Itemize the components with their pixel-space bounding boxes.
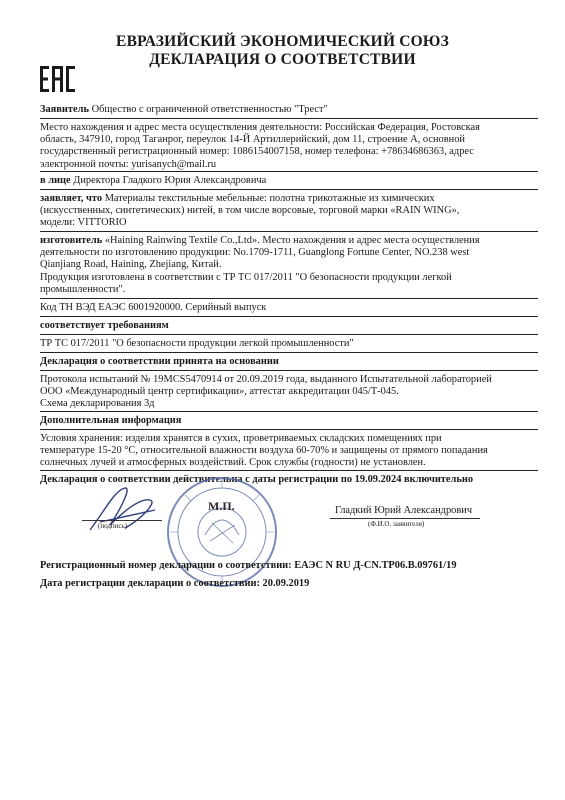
declares-block <box>40 193 540 230</box>
additional-line: температуре 15-20 °С, относительной влажности воздуха 60-70% и защищены от прямого попадания <box>40 445 488 457</box>
company-stamp-icon <box>165 475 280 590</box>
basis-line: Схема декларирования 3д <box>40 398 155 410</box>
address-line: Место нахождения и адрес места осуществления деятельности: Российская Федерация, Ростовская <box>40 122 480 133</box>
manufacturer-line: «Haining Rainwing Textile Co.,Ltd». Место нахождения и адрес места осуществления <box>104 235 480 246</box>
additional-block <box>40 433 540 470</box>
stamp-mp-label: М.П. <box>208 499 235 513</box>
produced-line: Продукция изготовлена в соответствии с ТР ТС 017/2011 "О безопасности продукции легкой <box>40 271 452 283</box>
document-title-line1: ЕВРАЗИЙСКИЙ ЭКОНОМИЧЕСКИЙ СОЮЗ <box>116 33 449 50</box>
representative-row <box>40 175 540 187</box>
signatory-name: Гладкий Юрий Александрович <box>335 505 473 516</box>
product-line: Материалы текстильные мебельные: полотна трикотажные из химических <box>104 193 435 204</box>
manufacturer-line: Qianjiang Road, Haining, Zhejiang, Китай. <box>40 259 222 271</box>
document-title-line2: ДЕКЛАРАЦИЯ О СООТВЕТСТВИИ <box>149 51 416 68</box>
basis-label: Декларация о соответствии принята на основании <box>40 356 279 367</box>
basis-block <box>40 374 540 411</box>
additional-line: Условия хранения: изделия хранятся в сухих, проветриваемых складских помещениях при <box>40 433 442 444</box>
requirements-label: соответствует требованиям <box>40 320 169 331</box>
requirements-text: ТР ТС 017/2011 "О безопасности продукции легкой промышленности" <box>40 338 354 349</box>
manufacturer-label: изготовитель <box>40 235 103 246</box>
produced-line: промышленности". <box>40 283 126 295</box>
manufacturer-line: деятельности по изготовлению продукции: No.1709-1711, Guanglong Fortune Center, NO.238 west <box>40 247 470 259</box>
validity-text: Декларация о соответствии действительна с даты регистрации по 19.09.2024 включительно <box>40 474 474 485</box>
representative-label: в лице <box>40 175 71 186</box>
registration-date: Дата регистрации декларации о соответствии: 20.09.2019 <box>40 578 310 589</box>
applicant-label: Заявитель <box>40 104 89 115</box>
representative-name: Директора Гладкого Юрия Александровича <box>73 175 267 186</box>
additional-line: солнечных лучей и атмосферных воздействий. Срок службы (годности) не установлен. <box>40 457 426 469</box>
declares-label: заявляет, что <box>40 193 103 204</box>
applicant-row <box>40 104 540 116</box>
address-line: электронной почты: yurisanych@mail.ru <box>40 158 217 170</box>
applicant-address <box>40 122 540 171</box>
hs-code: Код ТН ВЭД ЕАЭС 6001920000. Серийный выпуск <box>40 302 267 313</box>
eac-logo-icon <box>40 66 76 92</box>
registration-number: Регистрационный номер декларации о соответствии: ЕАЭС N RU Д-CN.ТР06.В.09761/19 <box>40 560 457 571</box>
product-model: модели: VITTORIO <box>40 217 127 229</box>
applicant-name: Общество с ограниченной ответственностью "Трест" <box>91 104 328 115</box>
additional-label: Дополнительная информация <box>40 415 182 426</box>
address-line: государственный регистрационный номер: 1086154007158, номер телефона: +78634686363, адрес <box>40 146 474 158</box>
manufacturer-block <box>40 235 540 296</box>
basis-line: Протокола испытаний № 19MCS5470914 от 20.09.2019 года, выданного Испытательной лабораторией <box>40 374 492 385</box>
signature-scribble-icon <box>80 480 165 540</box>
basis-line: ООО «Международный центр сертификации», аттестат аккредитации 045/Т-045. <box>40 386 399 398</box>
signatory-caption: (Ф.И.О. заявителя) <box>368 520 425 528</box>
signature-caption: (подпись) <box>98 522 128 530</box>
address-line: область, 347910, город Таганрог, переулок 14-Й Артиллерийский, дом 11, строение А, основной <box>40 134 465 146</box>
product-line: (искусственных, синтетических) нитей, в том числе ворсовые, торговой марки «RAIN WING», <box>40 205 460 217</box>
